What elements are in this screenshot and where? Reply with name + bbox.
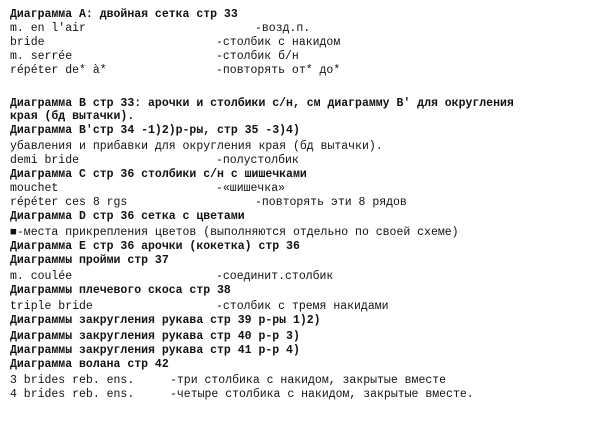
diagram-e-heading: Диаграмма E стр 36 арочки (кокетка) стр 36 [10,240,300,253]
diagram-b-text: убавления и прибавки для округления края (бд вытачки). [10,140,383,153]
sleeve-heading: Диаграммы закругления рукава стр 40 р-р 3) [10,330,300,343]
term-ru: -возд.п. [255,22,311,35]
diagram-d-note: ■-места прикрепления цветов (выполняются отдельно по своей схеме) [10,226,459,239]
term-fr: mouchet [10,182,59,195]
diagram-b-heading-cont: края (бд вытачки). [10,110,135,123]
term-ru: -столбик с тремя накидами [216,300,389,313]
term-fr: répéter de* à* [10,64,107,77]
term-fr: 4 brides reb. ens. [10,388,135,401]
term-ru: -четыре столбика с накидом, закрытые вместе. [170,388,474,401]
diagram-b-prime-heading: Диаграмма B'стр 34 -1)2)р-ры, стр 35 -3)4) [10,124,300,137]
shoulder-heading: Диаграммы плечевого скоса стр 38 [10,284,231,297]
term-fr: 3 brides reb. ens. [10,374,135,387]
term-ru: -соединит.столбик [216,270,334,283]
term-fr: m. en l'air [10,22,86,35]
term-ru: -столбик с накидом [216,36,341,49]
term-fr: demi bride [10,154,80,167]
term-fr: répéter ces 8 rgs [10,196,128,209]
sleeve-heading: Диаграммы закругления рукава стр 39 р-ры 1)2) [10,314,321,327]
term-ru: -повторять от* до* [216,64,341,77]
term-ru: -три столбика с накидом, закрытые вместе [170,374,447,387]
term-fr: triple bride [10,300,93,313]
diagram-c-heading: Диаграмма C стр 36 столбики с/н с шишечками [10,168,307,181]
volant-heading: Диаграмма волана стр 42 [10,358,169,371]
term-fr: m. coulée [10,270,73,283]
diagram-b-heading: Диаграмма B стр 33: арочки и столбики с/н, см диаграмму B' для округления [10,97,514,110]
diagram-d-heading: Диаграмма D стр 36 сетка с цветами [10,210,245,223]
diagram-a-heading: Диаграмма A: двойная сетка стр 33 [10,8,238,21]
term-ru: -повторять эти 8 рядов [255,196,407,209]
sleeve-heading: Диаграммы закругления рукава стр 41 р-р 4) [10,344,300,357]
term-fr: bride [10,36,45,49]
term-ru: -полустолбик [216,154,299,167]
armhole-heading: Диаграммы пройми стр 37 [10,254,169,267]
term-ru: -«шишечка» [216,182,286,195]
term-ru: -столбик б/н [216,50,299,63]
term-fr: m. serrée [10,50,73,63]
